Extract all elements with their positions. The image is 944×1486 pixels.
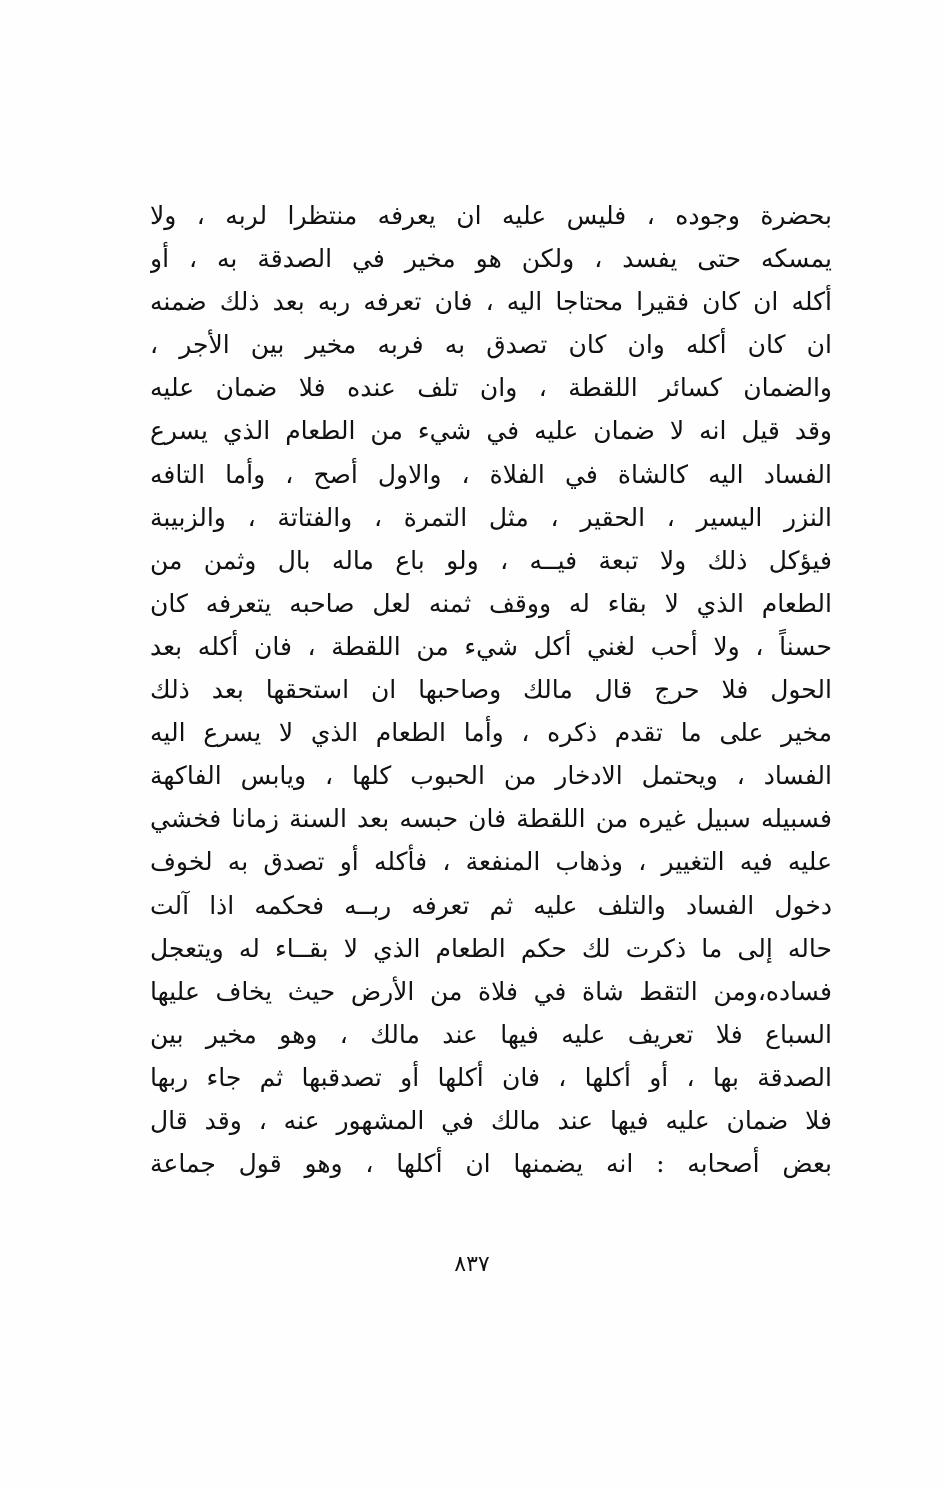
text-line: حاله إلى ما ذكرت لك حكم الطعام الذي لا بقــاء له ويتعجل bbox=[150, 933, 832, 963]
text-line: وقد قيل انه لا ضمان عليه في شيء من الطعام الذي يسرع bbox=[150, 416, 832, 446]
text-line: النزر اليسير ، الحقير ، مثل التمرة ، والفتاتة ، والزبيبة bbox=[150, 502, 832, 532]
text-line: يمسكه حتى يفسد ، ولكن هو مخير في الصدقة به ، أو bbox=[150, 244, 832, 274]
text-line: فسبيله سبيل غيره من اللقطة فان حبسه بعد السنة زمانا فخشي bbox=[150, 804, 832, 834]
page-number: ٨٣٧ bbox=[454, 1252, 490, 1277]
text-line: فساده،ومن التقط شاة في فلاة من الأرض حيث يخاف عليها bbox=[150, 976, 832, 1006]
text-line: فلا ضمان عليه فيها عند مالك في المشهور عنه ، وقد قال bbox=[150, 1105, 832, 1135]
text-line: أكله ان كان فقيرا محتاجا اليه ، فان تعرفه ربه بعد ذلك ضمنه bbox=[150, 287, 832, 317]
text-line: الفساد ، ويحتمل الادخار من الحبوب كلها ، ويابس الفاكهة bbox=[150, 761, 832, 791]
text-line: عليه فيه التغيير ، وذهاب المنفعة ، فأكله أو تصدق به لخوف bbox=[150, 847, 832, 877]
text-line: الفساد اليه كالشاة في الفلاة ، والاول أصح ، وأما التافه bbox=[150, 459, 832, 489]
text-line: الحول فلا حرج قال مالك وصاحبها ان استحقها بعد ذلك bbox=[150, 675, 832, 705]
text-line: بعض أصحابه : انه يضمنها ان أكلها ، وهو قول جماعة bbox=[150, 1149, 832, 1179]
text-line: دخول الفساد والتلف عليه ثم تعرفه ربــه فحكمه اذا آلت bbox=[150, 890, 832, 920]
text-line: الصدقة بها ، أو أكلها ، فان أكلها أو تصدقبها ثم جاء ربها bbox=[150, 1062, 832, 1092]
text-line: مخير على ما تقدم ذكره ، وأما الطعام الذي لا يسرع اليه bbox=[150, 718, 832, 748]
text-line: حسناً ، ولا أحب لغني أكل شيء من اللقطة ، فان أكله بعد bbox=[150, 631, 832, 661]
text-line: ان كان أكله وان كان تصدق به فربه مخير بين الأجر ، bbox=[150, 330, 832, 360]
body-text bbox=[150, 194, 832, 1185]
text-line: فيؤكل ذلك ولا تبعة فيــه ، ولو باع ماله بال وثمن من bbox=[150, 545, 832, 575]
text-line: السباع فلا تعريف عليه فيها عند مالك ، وهو مخير بين bbox=[150, 1019, 832, 1049]
text-line: بحضرة وجوده ، فليس عليه ان يعرفه منتظرا لربه ، ولا bbox=[150, 201, 832, 230]
text-line: والضمان كسائر اللقطة ، وان تلف عنده فلا ضمان عليه bbox=[150, 373, 832, 403]
text-line: الطعام الذي لا بقاء له ووقف ثمنه لعل صاحبه يتعرفه كان bbox=[150, 588, 832, 618]
